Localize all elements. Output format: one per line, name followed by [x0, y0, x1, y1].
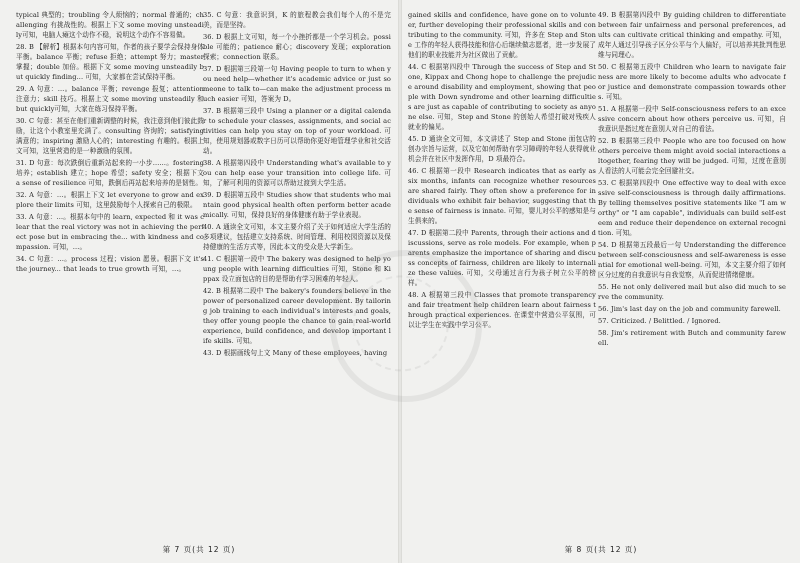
- answer-paragraph: gained skills and confidence, have gone on to volunteer, further developing their professional skills and contributing to the community. 可知，许多在 Step and Stone 工作的年轻人获得技能和信心后继续做志愿者，进一步发展了他们的职业技能并为社区做出了贡献。: [408, 11, 596, 59]
- answer-paragraph: 29. A 句意：…。balance 平衡；revenge 报复；attention 注意力；skill 技巧。根据上文 some moving unsteadily 和 but quickly可知，大家在练习保持平衡。: [16, 85, 204, 113]
- answer-paragraph: 54. D 根据第五段最后一句 Understanding the difference between self-consciousness and self-awareness is essential for emotional well-being. 可知，本文主要介绍了如何区分过度的自我意识与自我觉察，从而促进情绪健康。: [598, 241, 786, 279]
- answer-paragraph: 47. D 根据第二段中 Parents, through their actions and discussions, serve as role models. For example, when parents emphasize the importance of sharing and discuss concepts of fairness, children are likely to internalize these values. 可知，父母通过言行为孩子树立公平的榜样。: [408, 229, 596, 287]
- answer-paragraph: 55. He not only delivered mail but also did much to serve the community.: [598, 283, 786, 301]
- answer-paragraph: 58. Jim's retirement with Butch and community farewell.: [598, 329, 786, 347]
- answer-paragraph: 56. Jim's last day on the job and community farewell.: [598, 305, 781, 313]
- answer-paragraph: 32. A 句意：…。根据上下文 let everyone to grow and explore their limits 可知，这里鼓励每个人探索自己的极限。: [16, 191, 204, 209]
- answer-paragraph: 50. C 根据第五段中 Children who learn to navigate fairness are more likely to become adults who advocate for justice and demonstrate compassion towards others. 可知。: [598, 63, 786, 101]
- answer-paragraph: 31. D 句意：每次跌倒后重新站起来的一小步……。fostering 培养；establish 建立；hope 希望；safety 安全；根据下文 a sense of resilience 可知，跌倒后再站起来培养的是韧性。: [16, 159, 204, 187]
- answer-paragraph: 51. A 根据第一段中 Self-consciousness refers to an excessive concern about how others perceive us. 可知，自我意识是指过度在意别人对自己的看法。: [598, 105, 786, 133]
- answer-paragraph: 35. C 句意：我意识到，K 的旅程教会我们每个人的不是完美，而是坚持。: [203, 11, 391, 29]
- answer-paragraph: 33. A 句意：…。根据本句中的 learn, expected 和 it was clear that the real victory was not in achieving the perfect pose but in embracing the... with kindness and compassion. 可知，…。: [16, 213, 204, 251]
- answer-paragraph: 28. B 【解析】根据本句内容可知，作者的孩子要学会保持身体平衡。balance 平衡；refuse 拒绝；attempt 努力；master 掌握；double 加倍。根据下文 some moving unsteadily but quickly finding... 可知，大家都在尝试保持平衡。: [16, 43, 204, 81]
- answer-paragraph: 34. C 句意：…。process 过程；vision 愿景。根据下文 it's the journey... that leads to true growth 可知，…。: [16, 255, 204, 273]
- answer-paragraph: 40. A 通读全文可知，本文主要介绍了关于如何适应大学生活的多项建议，包括建立支持系统、时间管理、利用校园资源以及保持健康的生活方式等，因此本文的受众是大学新生。: [203, 223, 391, 251]
- answer-paragraph: 37. B 根据第三段中 Using a planner or a digital calendar to schedule your classes, assignments, and social activities can help you stay on top of your workload. 可知，使用规划器或数字日历可以帮助你更好地管理学业和社交活动。: [203, 107, 391, 155]
- answer-paragraph: 41. C 根据第一段中 The bakery was designed to help young people with learning difficulties 可知，Stone 和 Kippax 设立面包店的目的是帮助有学习困难的年轻人。: [203, 255, 391, 283]
- answer-paragraph: 39. D 根据第五段中 Studies show that students who maintain good physical health often perform better academically. 可知，保持良好的身体健康有助于学业表现。: [203, 191, 391, 219]
- answer-paragraph: 30. C 句意：甚至在他们重新调整的时候，我注意到他们彼此鼓励，让这个小教室里充满了。consulting 咨询的；satisfying 满意的；inspiring 激励人心的；interesting 有趣的。根据上文可知，这里营造的是一种激励的氛围。: [16, 117, 204, 155]
- right-column-2: [598, 10, 786, 530]
- answer-paragraph: 53. C 根据第四段中 One effective way to deal with excessive self-consciousness is through daily affirmations. By telling themselves positive statements like "I am worthy" or "I am capable", individuals can build self-esteem and reduce their dependence on external recognition. 可知。: [598, 179, 786, 237]
- answer-paragraph: 36. D 根据上文可知，每一个小挫折都是一个学习机会。possible 可能的；patience 耐心；discovery 发现；exploration 探索；connection 联系。: [203, 33, 391, 61]
- page-8-footer: 第 8 页(共 12 页): [564, 545, 638, 554]
- answer-paragraph: 44. C 根据第四段中 Through the success of Step and Stone, Kippax and Chong hope to challenge the prejudice around disability and employment, showing that people with Down syndrome and other learning difficulties are just as capable of contributing to society as anyone else. 可知，Step and Stone 的创始人希望打破对残疾人就业的偏见。: [408, 63, 596, 131]
- answer-paragraph: 49. B 根据第四段中 By guiding children to differentiate between fair unfairness and personal preferences, adults can cultivate critical thinking and empathy. 可知，成年人通过引导孩子区分公平与个人偏好，可以培养其批判性思维与同理心。: [598, 11, 786, 59]
- page-7: [0, 0, 398, 563]
- page-7-footer: 第 7 页(共 12 页): [162, 545, 236, 554]
- answer-paragraph: 57. Criticized. / Belittled. / Ignored.: [598, 317, 721, 325]
- answer-paragraph: 37. D 根据第三段第一句 Having people to turn to when you need help—whether it's academic advice or just someone to talk to—can make the adjustment process much easier 可知，答案为 D。: [203, 65, 391, 103]
- answer-paragraph: 38. A 根据第四段中 Understanding what's available to you can help ease your transition into college life. 可知，了解可利用的资源可以帮助过渡到大学生活。: [203, 159, 391, 187]
- answer-paragraph: 52. B 根据第三段中 People who are too focused on how others perceive them might avoid social interactions altogether, fearing they will be judged. 可知，过度在意别人看法的人可能会完全回避社交。: [598, 137, 786, 175]
- answer-paragraph: 45. D 通读全文可知，本文讲述了 Step and Stone 面包店的创办宗旨与运营，以及它如何帮助有学习障碍的年轻人获得就业机会并在社区中发挥作用，D 项最符合。: [408, 135, 596, 163]
- answer-paragraph: typical 典型的；troubling 令人烦恼的；normal 普通的；challenging 有挑战性的。根据上下文 some moving unsteadily可知，电脑人瘫这个动作不稳，说明这个动作不容易做。: [16, 11, 204, 39]
- answer-paragraph: 46. C 根据第一段中 Research indicates that as early as six months, infants can recognize whether resources are shared fairly. They often show a preference for individuals who exhibit fair behavior, suggesting that the sense of fairness is innate. 可知，婴儿对公平的感知是与生俱来的。: [408, 167, 596, 225]
- answer-paragraph: 42. B 根据第二段中 The bakery's founders believe in the power of personalized career development. By tailoring job training to each individual's interests and goals, they offer young people the chance to gain real-world experience, build confidence, and develop important life skills. 可知。: [203, 287, 391, 345]
- answer-paragraph: 43. D 根据画线句上文 Many of these employees, having: [203, 349, 388, 357]
- answer-paragraph: 48. A 根据第三段中 Classes that promote transparency and fair treatment help children learn about fairness through practical experiences. 在课堂中营造公平氛围，可以让学生在实践中学习公平。: [408, 291, 596, 329]
- left-column-1: [16, 10, 204, 530]
